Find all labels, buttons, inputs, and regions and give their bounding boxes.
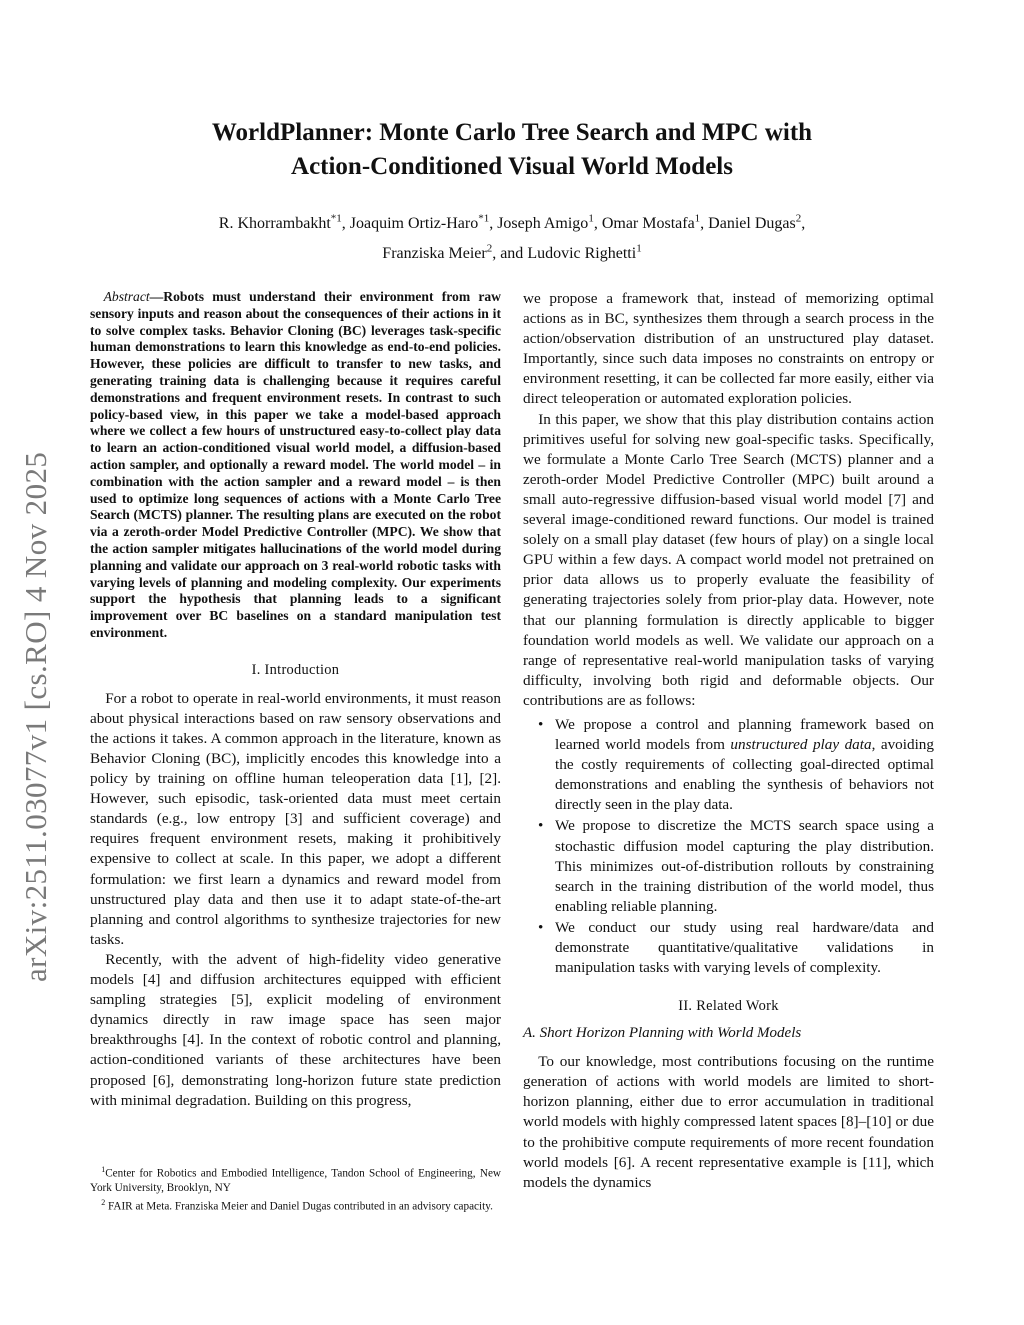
list-item: • We propose a control and planning framework based on learned world models from unstructured play data, avoiding the costly requirements of collecting goal-directed optimal demonstrations and enabling the synthesis of behaviors not directly seen in the play data. (538, 715, 934, 814)
intro-paragraph-2: Recently, with the advent of high-fidelity video generative models [4] and diffusion architectures equipped with efficient sampling strategies [5], explicit modeling of environment dynamics directly in raw image space has seen major breakthroughs [4]. In the context of robotic control and planning, action-conditioned variants of these architectures have been proposed [6], demonstrating long-horizon future state prediction with minimal degradation. Building on this progress, (90, 950, 501, 1109)
author: Omar Mostafa$^1$, (601, 213, 709, 233)
abstract-text: Robots must understand their environment from raw sensory inputs and reason about the consequences of their actions in it to solve complex tasks. Behavior Cloning (BC) leverages task-specific human demonstrations to learn this knowledge as end-to-end policies. However, these policies are difficult to transfer to new tasks, and generating training data is challenging because it requires careful demonstrations and frequent environment resets. In contrast to such policy-based view, in this paper we take a model-based approach where we collect a few hours of unstructured easy-to-collect play data to learn an action-conditioned visual world model, a diffusion-based action sampler, and optionally a reward model. The world model – in combination with the action sampler and a reward model – is then used to optimize long sequences of actions with a Monte Carlo Tree Search (MCTS) planner. The resulting plans are executed on the robot via a zeroth-order Model Predictive Controller (MPC). We show that the action sampler mitigates hallucinations of the world model during planning and validate our approach on 3 real-world robotic tasks with varying levels of planning and modeling complexity. Our experiments support the hypothesis that planning leads to a significant improvement over BC baselines on a standard manipulation test environment. (90, 289, 501, 640)
bullet-icon: • (538, 817, 544, 835)
arxiv-identifier: arXiv:2511.03077v1 [cs.RO] 4 Nov 2025 (18, 451, 53, 982)
contributions-list (523, 715, 934, 978)
author: Joseph Amigo$^1$, (497, 213, 602, 233)
intro-paragraph-1: For a robot to operate in real-world environments, it must reason about physical interactions based on raw sensory observations and the actions it takes. A common approach in the literature, known as Behavior Cloning (BC), implicitly encodes this knowledge into a policy by training on offline human teleoperation data [1], [2]. However, such episodic, task-oriented data must meet certain standards (e.g., low entropy [3] and sufficient coverage) and requires frequent environment resets, making it prohibitively expensive to collect at scale. In this paper, we adopt a different formulation: we first learn a dynamics and reward model from unstructured play data and then use it to adapt state-of-the-art planning and control algorithms to synthesize trajectories for new tasks. (90, 689, 501, 948)
title-line-1: WorldPlanner: Monte Carlo Tree Search and MPC with (211, 119, 813, 146)
author: R. Khorrambakht$^{*1}$, (218, 213, 350, 233)
subsection-heading: A. Short Horizon Planning with World Models (523, 1025, 802, 1042)
right-paragraph-2: In this paper, we show that this play distribution contains action primitives useful for solving new goal-specific tasks. Specifically, we formulate a Monte Carlo Tree Search (MCTS) planner and a zeroth-order Model Predictive Controller (MPC) built around a small auto-regressive diffusion-based visual world model [7] and several image-conditioned reward functions. Our model is trained solely on a small play dataset (few hours of play) on a single local GPU within a few days. A compact world model not pretrained on prior data allows us to properly evaluate the feasibility of generating trajectories solely from prior-play data. However, note that our planning formulation is directly applicable to bigger foundation world models as well. We validate our approach on a range of representative real-world manipulation tasks of varying difficulty, involving both rigid and deformable objects. Our contributions are as follows: (523, 410, 934, 709)
footnote-1: $^1$Center for Robotics and Embodied Intelligence, Tandon School of Engineering, New York University, Brooklyn, NY (90, 1165, 501, 1195)
bullet-icon: • (538, 715, 544, 733)
title-line-2: Action-Conditioned Visual World Models (291, 153, 733, 180)
related-work-paragraph: To our knowledge, most contributions focusing on the runtime generation of actions with world models are limited to short-horizon planning, either due to error accumulation in traditional world models with highly compressed latent spaces [8]–[10] or due to the prohibitive compute requirements of more recent foundation world models [6]. A recent representative example is [11], which models the dynamics (523, 1053, 934, 1191)
paper-title (150, 116, 874, 184)
section-heading-related-work: II. Related Work (678, 998, 779, 1015)
author: Ludovic Righetti$^1$ (527, 242, 642, 262)
bullet-icon: • (538, 918, 544, 936)
arxiv-watermark (18, 382, 62, 982)
list-item: • We propose to discretize the MCTS search space using a stochastic diffusion model capturing the play distribution. This minimizes out-of-distribution rollouts by constraining search in the training distribution of the world model, thus enabling reliable planning. (538, 817, 934, 915)
author: Franziska Meier$^2$, and (382, 242, 528, 262)
abstract: Abstract—Robots must understand their environment from raw sensory inputs and reason about the consequences of their actions in it to solve complex tasks. Behavior Cloning (BC) leverages task-specific human demonstrations to learn this knowledge as end-to-end policies. However, these policies are difficult to transfer to new tasks, and generating training data is challenging because it requires careful demonstrations and frequent environment resets. In contrast to such policy-based view, in this paper we take a model-based approach where we collect a few hours of unstructured easy-to-collect play data to learn an action-conditioned visual world model, a diffusion-based action sampler, and optionally a reward model. The world model – in combination with the action sampler and a reward model – is then used to optimize long sequences of actions with a Monte Carlo Tree Search (MCTS) planner. The resulting plans are executed on the robot via a zeroth-order Model Predictive Controller (MPC). We show that the action sampler mitigates hallucinations of the world model during planning and validate our approach on 3 real-world robotic tasks with varying levels of planning and modeling complexity. Our experiments support the hypothesis that planning leads to a significant improvement over BC baselines on a standard manipulation test environment. (90, 289, 501, 640)
footnotes (90, 1163, 501, 1214)
author: Joaquim Ortiz-Haro$^{*1}$, (349, 213, 498, 233)
footnote-2: $^2$ FAIR at Meta. Franziska Meier and Daniel Dugas contributed in an advisory capacity. (101, 1197, 493, 1213)
section-heading-introduction: I. Introduction (251, 661, 340, 678)
list-item: • We conduct our study using real hardware/data and demonstrate quantitative/qualitative validations in manipulation tasks with varying levels of complexity. (538, 918, 934, 977)
left-column (90, 289, 501, 1111)
right-paragraph-1: we propose a framework that, instead of memorizing optimal actions as in BC, synthesizes them through a search process in the action/observation distribution of an unstructured play dataset. Importantly, since such data imposes no constraints on entropy or environment resetting, it can be collected far more easily, either via direct teleoperation or automated exploration policies. (523, 290, 934, 408)
author: Daniel Dugas$^2$, (708, 213, 806, 233)
author-list (120, 207, 904, 266)
right-column (523, 289, 934, 1193)
abstract-label: Abstract (103, 289, 150, 304)
